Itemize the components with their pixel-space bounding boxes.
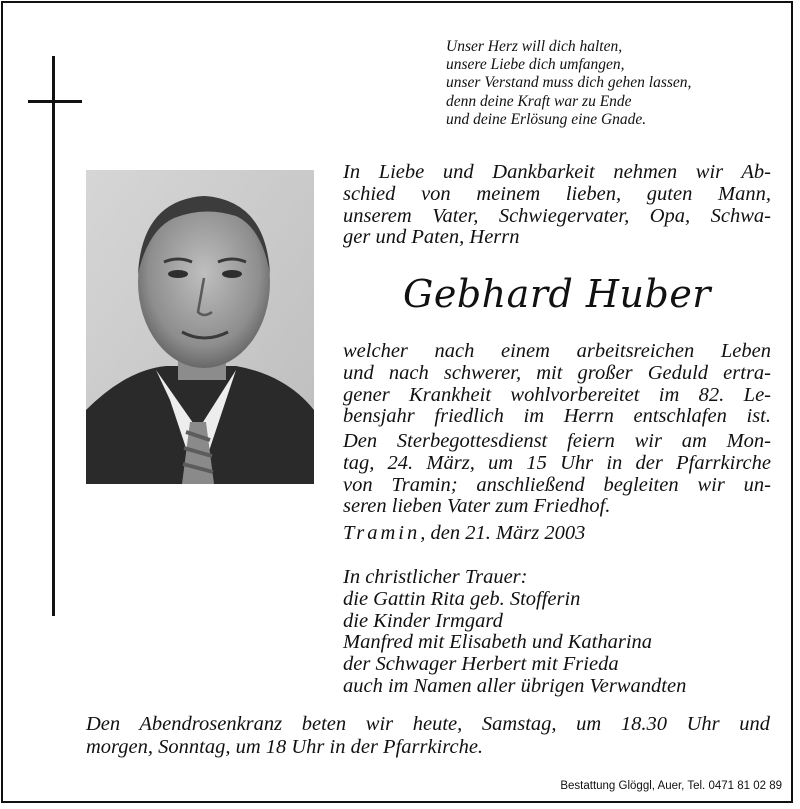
dateline-place: Tramin	[343, 522, 421, 544]
poem	[446, 38, 786, 129]
life-line: bensjahr friedlich im Herrn entschlafen ist.	[343, 405, 771, 428]
life-line: und nach schwerer, mit großer Geduld ertra-	[343, 361, 771, 384]
service-line: von Tramin; anschließend begleiten wir un-	[343, 473, 771, 496]
service-line: Den Sterbegottesdienst feiern wir am Mon-	[343, 430, 771, 452]
intro-line: In Liebe und Dankbarkeit nehmen wir Ab-	[343, 161, 771, 183]
rosary-line: Den Abendrosenkranz beten wir heute, Samstag, um 18.30 Uhr und	[86, 713, 770, 735]
intro-line: ger und Paten, Herrn	[343, 226, 520, 249]
mourners-list	[343, 567, 771, 698]
intro-paragraph	[343, 162, 771, 249]
poem-line: und deine Erlösung eine Gnade.	[446, 110, 647, 128]
poem-line: unser Verstand muss dich gehen lassen,	[446, 74, 692, 92]
mourners-line: der Schwager Herbert mit Frieda	[343, 653, 619, 676]
dateline-date: , den 21. März 2003	[420, 522, 586, 544]
mourners-line: In christlicher Trauer:	[343, 566, 528, 588]
portrait-photo	[86, 170, 314, 484]
mourners-line: Manfred mit Elisabeth und Katharina	[343, 631, 653, 654]
mourners-line: die Kinder Irmgard	[343, 609, 503, 632]
life-line: gener Krankheit wohlvorbereitet im 82. Le-	[343, 383, 771, 406]
rosary-line: morgen, Sonntag, um 18 Uhr in der Pfarrkirche.	[86, 735, 484, 758]
service-line: tag, 24. März, um 15 Uhr in der Pfarrkirche	[343, 451, 771, 474]
service-line: seren lieben Vater zum Friedhof.	[343, 495, 611, 518]
dateline	[343, 523, 771, 545]
mourners-line: die Gattin Rita geb. Stofferin	[343, 587, 581, 610]
rosary-notice	[86, 713, 770, 758]
intro-line: schied von meinem lieben, guten Mann,	[343, 182, 771, 205]
service-paragraph	[343, 431, 771, 518]
cross-icon-bar	[28, 100, 82, 103]
funeral-home-credit: Bestattung Glöggl, Auer, Tel. 0471 81 02 89	[560, 780, 782, 792]
cross-icon	[52, 56, 55, 616]
deceased-name: Gebhard Huber	[403, 272, 711, 316]
poem-line: unsere Liebe dich umfangen,	[446, 56, 625, 74]
life-line: welcher nach einem arbeitsreichen Leben	[343, 340, 771, 362]
intro-line: unserem Vater, Schwiegervater, Opa, Schwa-	[343, 204, 771, 227]
poem-line: Unser Herz will dich halten,	[446, 38, 623, 55]
mourners-line: auch im Namen aller übrigen Verwandten	[343, 674, 687, 697]
life-paragraph	[343, 341, 771, 428]
poem-line: denn deine Kraft war zu Ende	[446, 92, 632, 110]
